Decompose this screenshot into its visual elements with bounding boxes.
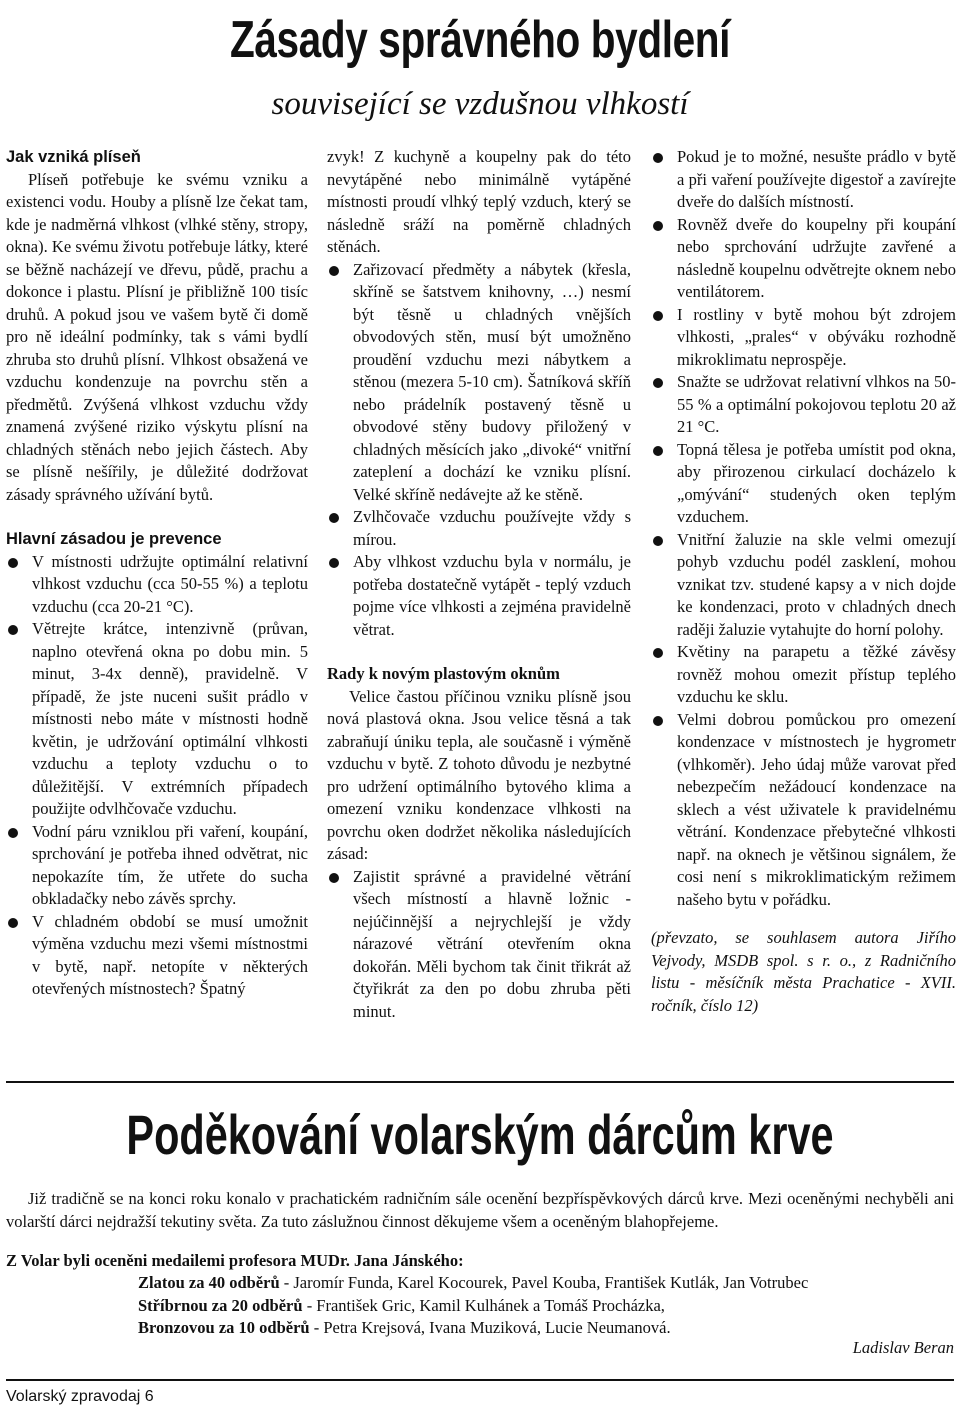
- bullet-list-nabytek: [327, 259, 631, 642]
- page-title: Zásady správného bydlení: [229, 11, 731, 69]
- bullet-icon: [329, 513, 339, 523]
- bullet-list-prevence: [6, 551, 308, 1001]
- list-item: V místnosti udržujte optimální relativní vlhkost vzduchu (cca 50-55 %) a teplotu vzduchu (cca 20-21 °C).: [6, 551, 308, 619]
- intro-paragraph: [6, 1188, 954, 1233]
- column-2: [327, 146, 631, 1023]
- footer-label: Volarský zpravodaj 6: [6, 1388, 154, 1405]
- list-item: Vnitřní žaluzie na skle velmi omezují pohyb vzduchu podél zasklení, mohou vznikat tzv. studené kapsy a v nich dojde ke kondenzaci, proto v chladných dnech raději žaluzie vytahujte do horní polohy.: [651, 529, 956, 642]
- page-subtitle: související se vzdušnou vlhkostí: [271, 86, 689, 122]
- list-item: Větrejte krátce, intenzivně (průvan, naplno otevřená okna po dobu min. 5 minut, 3-4x denně), pravidelně. V případě, že jste nuceni sušit prádlo v místnosti nebo máte v místnosti hodně květin, je udržování optimální vlhkosti vzduchu a teploty vzduchu o to důležitější. V extrémních případech použijte odvlhčovače vzduchu.: [6, 618, 308, 821]
- list-item: Aby vlhkost vzduchu byla v normálu, je potřeba dostatečně vytápět - teplý vzduch pojme více vlhkosti a zejména pravidelně větrat.: [327, 551, 631, 641]
- list-item: Rovněž dveře do koupelny při koupání nebo sprchování udržujte zavřené a následně koupelnu odvětrejte oknem nebo ventilátorem.: [651, 214, 956, 304]
- awards-list: [138, 1272, 954, 1340]
- award-gold: Zlatou za 40 odběrů - Jaromír Funda, Karel Kocourek, Pavel Kouba, František Kutlák, Jan Votrubec: [138, 1273, 809, 1292]
- bullet-icon: [8, 918, 18, 928]
- section-title-blood-donors: Poděkování volarským dárcům krve: [126, 1103, 834, 1166]
- list-item: I rostliny v bytě mohou být zdrojem vlhkosti, „prales“ v obýváku rozhodně mikroklimatu neprospěje.: [651, 304, 956, 372]
- award-silver: Stříbrnou za 20 odběrů - František Gric, Kamil Kulhánek a Tomáš Procházka,: [138, 1295, 665, 1315]
- bullet-icon: [653, 648, 663, 658]
- bullet-icon: [8, 625, 18, 635]
- heading-plastova-okna: Rady k novým plastovým oknům: [327, 664, 560, 683]
- list-item: Zvlhčovače vzduchu používejte vždy s mírou.: [327, 506, 631, 551]
- heading-prevence: Hlavní zásadou je prevence: [6, 530, 222, 548]
- list-item: Květiny na parapetu a těžké závěsy rovněž mohou omezit přístup teplého vzduchu ke sklu.: [651, 641, 956, 709]
- medal-heading: Z Volar byli oceněni medailemi profesora MUDr. Jana Jánského:: [6, 1251, 464, 1270]
- award-bronze: Bronzovou za 10 odběrů - Petra Krejsová, Ivana Muziková, Lucie Neumanová.: [138, 1318, 671, 1337]
- bullet-icon: [8, 828, 18, 838]
- bullet-icon: [8, 558, 18, 568]
- paragraph-plisen: Plíseň potřebuje ke svému vzniku a existenci vodu. Houby a plísně lze čekat tam, kde je nadměrná vlhkost (vlhké stěny, stropy, okna). Ke svému životu potřebuje látky, které se běžně nacházejí ve dřevu, půdě, prachu a dokonce i plastu. Plísní je přibližně 100 tisíc druhů. A pokud jsou ve vašem bytě či domě pro ně ideální podmínky, tak s vámi bydlí zhruba sto druhů plísní. Vlhkost obsažená ve vzduchu kondenzuje na povrchu stěn a předmětů. Zvýšená vlhkost vzduchu vždy znamená zvýšené riziko výskytu plísní na chladných stěnách nebo jejich částech. Aby se plísně nešířily, je důležité dodržovat zásady správného užívání bytů.: [6, 169, 308, 504]
- bullet-list-okna: [327, 866, 631, 1024]
- list-item: Zajistit správné a pravidelné větrání všech místností a hlavně ložnic - nejúčinnější a nejrychlejší je vždy nárazové větrání otevřením okna dokořán. Měli bychom tak činit třikrát až čtyřikrát za den po dobu zhruba pěti minut.: [327, 866, 631, 1024]
- heading-jak-vznika-plisen: Jak vzniká plíseň: [6, 148, 141, 166]
- paragraph-continued: zvyk! Z kuchyně a koupelny pak do této nevytápěné nebo minimálně vytápěné místnosti proudí vlhký teplý vzduch, který se následně sráží na poměrně chladných stěnách.: [327, 147, 631, 256]
- bullet-icon: [329, 266, 339, 276]
- section-divider: [6, 1081, 954, 1083]
- bullet-icon: [653, 153, 663, 163]
- list-item: Velmi dobrou pomůckou pro omezení kondenzace v místnostech je hygrometr (vlhkoměr). Jeho údaj může varovat před nebezpečím nežádoucí kondenzace na sklech a vést uživatele k pravidelnému větrání. Kondenzace přebytečné vlhkosti např. na oknech je většinou signálem, že cosi není s mikroklimatickým režimem našeho bytu v pořádku.: [651, 709, 956, 912]
- column-3: [651, 146, 956, 1017]
- author-signature: Ladislav Beran: [852, 1338, 954, 1357]
- bullet-icon: [653, 716, 663, 726]
- list-item: Zařizovací předměty a nábytek (křesla, skříně se šatstvem knihovny, …) nesmí být těsně u chladných vnějších obvodových stěn, musí být umožněno proudění vzduchu mezi nábytkem a stěnou (mezera 5-10 cm). Šatníková skříň nebo prádelník postavený těsně u obvodové stěny budovy přiložený v chladných měsících jako „divoké“ vnitřní zateplení a dochází ke vzniku plísní. Velké skříně nedávejte až ke stěně.: [327, 259, 631, 507]
- bullet-icon: [329, 558, 339, 568]
- list-item: Snažte se udržovat relativní vlhkos na 50-55 % a optimální pokojovou teplotu 20 až 21 °C.: [651, 371, 956, 439]
- bullet-list-rady: [651, 146, 956, 911]
- source-credit: (převzato, se souhlasem autora Jiřího Vejvody, MSDB spol. s r. o., z Radničního listu - měsíčník města Prachatice - XVII. ročník, číslo 12): [651, 928, 956, 1015]
- list-item: Vodní páru vzniklou při vaření, koupání, sprchování je potřeba ihned odvětrat, nic nepokazíte tím, že utřete do sucha obkladačky nebo závěs sprchy.: [6, 821, 308, 911]
- bullet-icon: [653, 221, 663, 231]
- bullet-icon: [653, 446, 663, 456]
- bullet-icon: [329, 873, 339, 883]
- paragraph-plastova-okna: Velice častou příčinou vzniku plísně jsou nová plastová okna. Jsou velice těsná a tak zabraňují úniku tepla, ale současně i výměně vzduchu v bytě. Z tohoto důvodu je nezbytné pro udržení optimálního bytového klima a omezení vzniku kondenzace vlhkosti na povrchu oken dodržet několika následujících zásad:: [327, 686, 631, 863]
- column-1: [6, 146, 308, 1001]
- bullet-icon: [653, 311, 663, 321]
- list-item: Topná tělesa je potřeba umístit pod okna, aby přirozenou cirkulací docházelo k „omývání“ studených oken teplým vzduchem.: [651, 439, 956, 529]
- list-item: Pokud je to možné, nesušte prádlo v bytě a při vaření používejte digestoř a zavírejte dveře do dalších místností.: [651, 146, 956, 214]
- bullet-icon: [653, 378, 663, 388]
- list-item: V chladném období se musí umožnit výměna vzduchu mezi všemi místnostmi v bytě, např. netopíte v některých otevřených místnostech? Špatný: [6, 911, 308, 1001]
- bullet-icon: [653, 536, 663, 546]
- intro-text: Již tradičně se na konci roku konalo v prachatickém radničním sále ocenění bezpříspěvkových dárců krve. Mezi oceněnými nechyběli ani volarští dárci nejdražší tekutiny světa. Za tuto záslužnou činnost děkujeme všem a oceněným blahopřejeme.: [6, 1189, 954, 1231]
- footer-divider: [6, 1379, 954, 1381]
